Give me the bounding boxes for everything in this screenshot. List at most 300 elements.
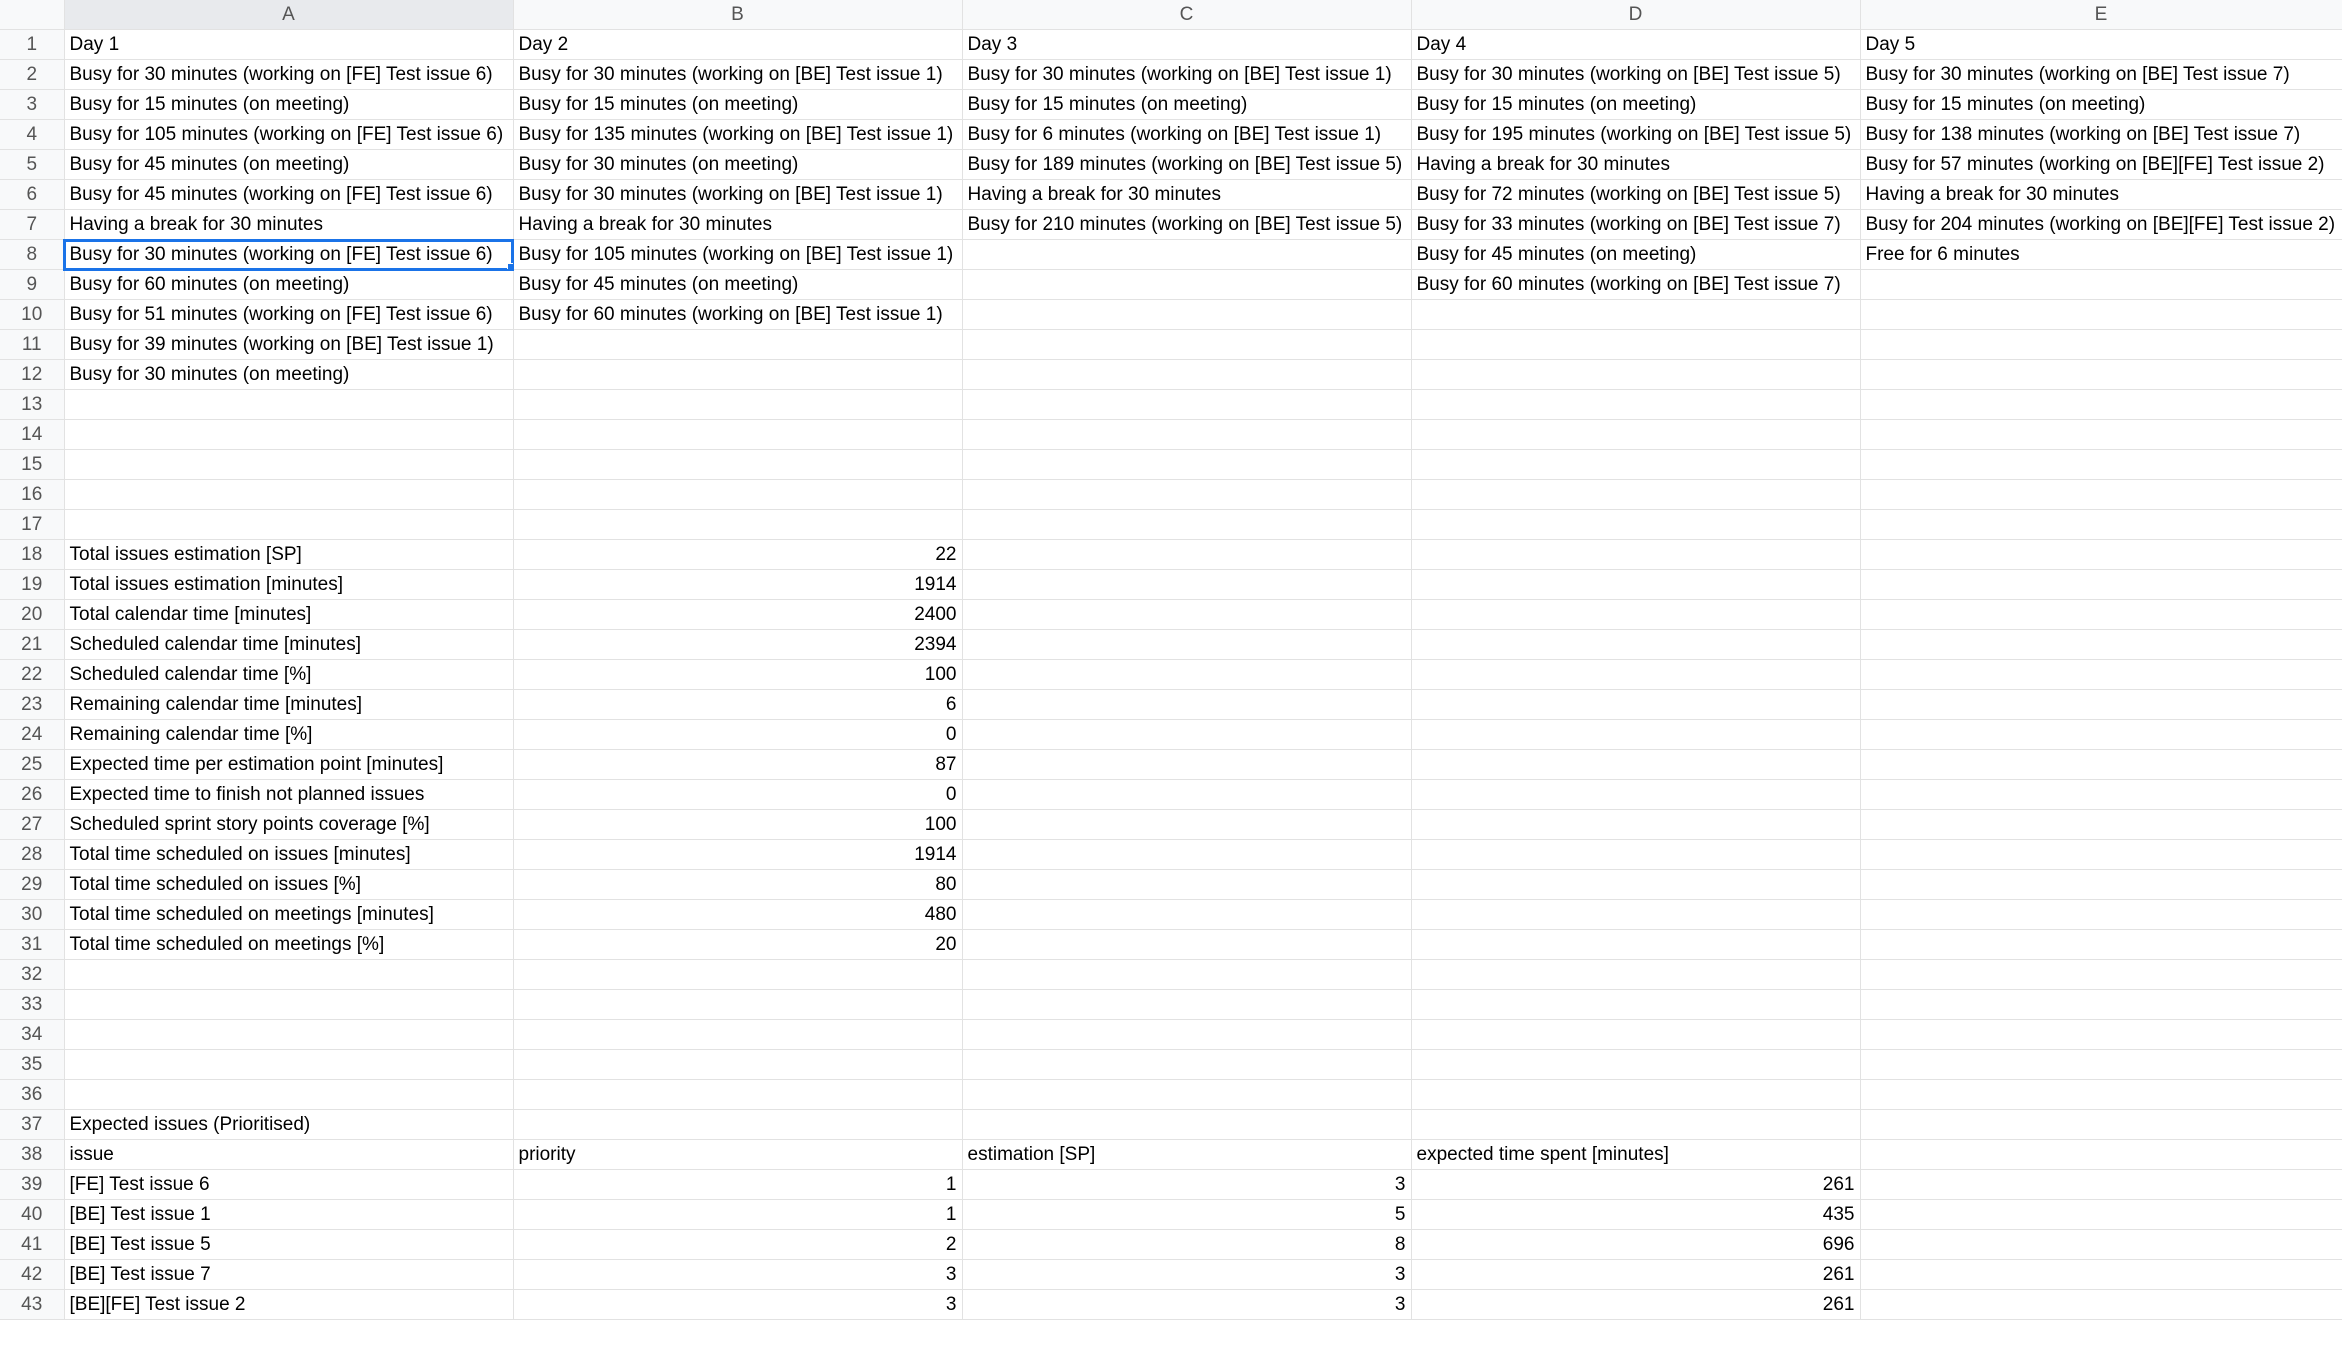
cell-a23[interactable]: Remaining calendar time [minutes]	[64, 690, 513, 720]
table-row	[0, 1170, 2342, 1200]
row-header[interactable]: 9	[0, 270, 64, 300]
cell-a39[interactable]: [FE] Test issue 6	[64, 1170, 513, 1200]
cell-e1[interactable]: Day 5	[1860, 30, 2342, 60]
table-row	[0, 900, 2342, 930]
cell-d12[interactable]	[1411, 360, 1860, 390]
table-row	[0, 30, 2342, 60]
cell-b32[interactable]	[513, 960, 962, 990]
row-header[interactable]: 8	[0, 240, 64, 270]
column-header-d[interactable]: D	[1411, 0, 1860, 30]
cell-c29[interactable]	[962, 870, 1411, 900]
column-header-a[interactable]: A	[64, 0, 513, 30]
row-header[interactable]: 40	[0, 1200, 64, 1230]
column-header-c[interactable]: C	[962, 0, 1411, 30]
row-header[interactable]: 15	[0, 450, 64, 480]
cell-e3[interactable]: Busy for 15 minutes (on meeting)	[1860, 90, 2342, 120]
cell-e29[interactable]	[1860, 870, 2342, 900]
cell-b26[interactable]: 0	[513, 780, 962, 810]
cell-e25[interactable]	[1860, 750, 2342, 780]
cell-b43[interactable]: 3	[513, 1290, 962, 1320]
cell-c8[interactable]	[962, 240, 1411, 270]
cell-b41[interactable]: 2	[513, 1230, 962, 1260]
cell-d3[interactable]: Busy for 15 minutes (on meeting)	[1411, 90, 1860, 120]
cell-a19[interactable]: Total issues estimation [minutes]	[64, 570, 513, 600]
cell-c14[interactable]	[962, 420, 1411, 450]
cell-c34[interactable]	[962, 1020, 1411, 1050]
cell-a40[interactable]: [BE] Test issue 1	[64, 1200, 513, 1230]
cell-e39[interactable]	[1860, 1170, 2342, 1200]
row-header[interactable]: 7	[0, 210, 64, 240]
cell-a22[interactable]: Scheduled calendar time [%]	[64, 660, 513, 690]
cell-e2[interactable]: Busy for 30 minutes (working on [BE] Test issue 7)	[1860, 60, 2342, 90]
cell-c39[interactable]: 3	[962, 1170, 1411, 1200]
cell-d37[interactable]	[1411, 1110, 1860, 1140]
table-row	[0, 1260, 2342, 1290]
cell-e22[interactable]	[1860, 660, 2342, 690]
cell-c3[interactable]: Busy for 15 minutes (on meeting)	[962, 90, 1411, 120]
row-header[interactable]: 37	[0, 1110, 64, 1140]
cell-e27[interactable]	[1860, 810, 2342, 840]
cell-b25[interactable]: 87	[513, 750, 962, 780]
cell-b36[interactable]	[513, 1080, 962, 1110]
cell-a4[interactable]: Busy for 105 minutes (working on [FE] Test issue 6)	[64, 120, 513, 150]
cell-a9[interactable]: Busy for 60 minutes (on meeting)	[64, 270, 513, 300]
cell-e21[interactable]	[1860, 630, 2342, 660]
cell-e9[interactable]	[1860, 270, 2342, 300]
cell-b18[interactable]: 22	[513, 540, 962, 570]
cell-d43[interactable]: 261	[1411, 1290, 1860, 1320]
cell-e14[interactable]	[1860, 420, 2342, 450]
cell-b23[interactable]: 6	[513, 690, 962, 720]
cell-a31[interactable]: Total time scheduled on meetings [%]	[64, 930, 513, 960]
row-header[interactable]: 10	[0, 300, 64, 330]
row-header[interactable]: 39	[0, 1170, 64, 1200]
cell-c37[interactable]	[962, 1110, 1411, 1140]
cell-d17[interactable]	[1411, 510, 1860, 540]
cell-b40[interactable]: 1	[513, 1200, 962, 1230]
cell-a5[interactable]: Busy for 45 minutes (on meeting)	[64, 150, 513, 180]
cell-d33[interactable]	[1411, 990, 1860, 1020]
cell-c22[interactable]	[962, 660, 1411, 690]
cell-d34[interactable]	[1411, 1020, 1860, 1050]
cell-c11[interactable]	[962, 330, 1411, 360]
cell-a27[interactable]: Scheduled sprint story points coverage [%]	[64, 810, 513, 840]
cell-a20[interactable]: Total calendar time [minutes]	[64, 600, 513, 630]
cell-c1[interactable]: Day 3	[962, 30, 1411, 60]
cell-a43[interactable]: [BE][FE] Test issue 2	[64, 1290, 513, 1320]
cell-e37[interactable]	[1860, 1110, 2342, 1140]
cell-c31[interactable]	[962, 930, 1411, 960]
row-header[interactable]: 4	[0, 120, 64, 150]
table-row	[0, 180, 2342, 210]
cell-b2[interactable]: Busy for 30 minutes (working on [BE] Test issue 1)	[513, 60, 962, 90]
cell-d1[interactable]: Day 4	[1411, 30, 1860, 60]
cell-a21[interactable]: Scheduled calendar time [minutes]	[64, 630, 513, 660]
cell-d41[interactable]: 696	[1411, 1230, 1860, 1260]
cell-c2[interactable]: Busy for 30 minutes (working on [BE] Test issue 1)	[962, 60, 1411, 90]
cell-d30[interactable]	[1411, 900, 1860, 930]
row-header[interactable]: 22	[0, 660, 64, 690]
cell-b37[interactable]	[513, 1110, 962, 1140]
grid-body	[0, 30, 2342, 1320]
cell-c5[interactable]: Busy for 189 minutes (working on [BE] Test issue 5)	[962, 150, 1411, 180]
cell-b10[interactable]: Busy for 60 minutes (working on [BE] Test issue 1)	[513, 300, 962, 330]
cell-d2[interactable]: Busy for 30 minutes (working on [BE] Test issue 5)	[1411, 60, 1860, 90]
cell-d32[interactable]	[1411, 960, 1860, 990]
row-header[interactable]: 16	[0, 480, 64, 510]
cell-b42[interactable]: 3	[513, 1260, 962, 1290]
cell-b19[interactable]: 1914	[513, 570, 962, 600]
cell-a34[interactable]	[64, 1020, 513, 1050]
cell-b17[interactable]	[513, 510, 962, 540]
cell-e43[interactable]	[1860, 1290, 2342, 1320]
cell-e35[interactable]	[1860, 1050, 2342, 1080]
row-header[interactable]: 20	[0, 600, 64, 630]
cell-d13[interactable]	[1411, 390, 1860, 420]
cell-c42[interactable]: 3	[962, 1260, 1411, 1290]
row-header[interactable]: 21	[0, 630, 64, 660]
cell-b6[interactable]: Busy for 30 minutes (working on [BE] Test issue 1)	[513, 180, 962, 210]
cell-a15[interactable]	[64, 450, 513, 480]
cell-c6[interactable]: Having a break for 30 minutes	[962, 180, 1411, 210]
cell-a42[interactable]: [BE] Test issue 7	[64, 1260, 513, 1290]
table-row	[0, 540, 2342, 570]
column-header-b[interactable]: B	[513, 0, 962, 30]
row-header[interactable]: 14	[0, 420, 64, 450]
cell-a17[interactable]	[64, 510, 513, 540]
cell-b35[interactable]	[513, 1050, 962, 1080]
cell-e32[interactable]	[1860, 960, 2342, 990]
cell-d23[interactable]	[1411, 690, 1860, 720]
cell-a33[interactable]	[64, 990, 513, 1020]
cell-b21[interactable]: 2394	[513, 630, 962, 660]
table-row	[0, 630, 2342, 660]
cell-b39[interactable]: 1	[513, 1170, 962, 1200]
row-header[interactable]: 32	[0, 960, 64, 990]
cell-c19[interactable]	[962, 570, 1411, 600]
cell-c15[interactable]	[962, 450, 1411, 480]
cell-b14[interactable]	[513, 420, 962, 450]
cell-c33[interactable]	[962, 990, 1411, 1020]
cell-d6[interactable]: Busy for 72 minutes (working on [BE] Test issue 5)	[1411, 180, 1860, 210]
cell-e28[interactable]	[1860, 840, 2342, 870]
cell-b9[interactable]: Busy for 45 minutes (on meeting)	[513, 270, 962, 300]
row-header[interactable]: 31	[0, 930, 64, 960]
cell-d42[interactable]: 261	[1411, 1260, 1860, 1290]
cell-d24[interactable]	[1411, 720, 1860, 750]
cell-c27[interactable]	[962, 810, 1411, 840]
cell-e6[interactable]: Having a break for 30 minutes	[1860, 180, 2342, 210]
cell-e26[interactable]	[1860, 780, 2342, 810]
cell-d14[interactable]	[1411, 420, 1860, 450]
cell-c43[interactable]: 3	[962, 1290, 1411, 1320]
table-row	[0, 510, 2342, 540]
cell-b11[interactable]	[513, 330, 962, 360]
cell-d10[interactable]	[1411, 300, 1860, 330]
cell-a35[interactable]	[64, 1050, 513, 1080]
cell-a37[interactable]: Expected issues (Prioritised)	[64, 1110, 513, 1140]
cell-a26[interactable]: Expected time to finish not planned issues	[64, 780, 513, 810]
cell-e10[interactable]	[1860, 300, 2342, 330]
cell-a11[interactable]: Busy for 39 minutes (working on [BE] Test issue 1)	[64, 330, 513, 360]
row-header[interactable]: 12	[0, 360, 64, 390]
table-row	[0, 1290, 2342, 1320]
row-header[interactable]: 30	[0, 900, 64, 930]
cell-b8[interactable]: Busy for 105 minutes (working on [BE] Test issue 1)	[513, 240, 962, 270]
cell-c35[interactable]	[962, 1050, 1411, 1080]
cell-d29[interactable]	[1411, 870, 1860, 900]
cell-e31[interactable]	[1860, 930, 2342, 960]
table-row	[0, 360, 2342, 390]
table-row	[0, 690, 2342, 720]
cell-a32[interactable]	[64, 960, 513, 990]
cell-a7[interactable]: Having a break for 30 minutes	[64, 210, 513, 240]
cell-d39[interactable]: 261	[1411, 1170, 1860, 1200]
cell-c40[interactable]: 5	[962, 1200, 1411, 1230]
row-header[interactable]: 5	[0, 150, 64, 180]
cell-d22[interactable]	[1411, 660, 1860, 690]
cell-e40[interactable]	[1860, 1200, 2342, 1230]
row-header[interactable]: 6	[0, 180, 64, 210]
row-header[interactable]: 42	[0, 1260, 64, 1290]
cell-d15[interactable]	[1411, 450, 1860, 480]
table-row	[0, 330, 2342, 360]
row-header[interactable]: 28	[0, 840, 64, 870]
row-header[interactable]: 41	[0, 1230, 64, 1260]
cell-c18[interactable]	[962, 540, 1411, 570]
cell-c21[interactable]	[962, 630, 1411, 660]
row-header[interactable]: 23	[0, 690, 64, 720]
cell-a25[interactable]: Expected time per estimation point [minutes]	[64, 750, 513, 780]
cell-b24[interactable]: 0	[513, 720, 962, 750]
table-row	[0, 1110, 2342, 1140]
cell-c12[interactable]	[962, 360, 1411, 390]
table-row	[0, 90, 2342, 120]
table-row	[0, 1200, 2342, 1230]
cell-a14[interactable]	[64, 420, 513, 450]
cell-d19[interactable]	[1411, 570, 1860, 600]
cell-d4[interactable]: Busy for 195 minutes (working on [BE] Test issue 5)	[1411, 120, 1860, 150]
cell-c36[interactable]	[962, 1080, 1411, 1110]
cell-d9[interactable]: Busy for 60 minutes (working on [BE] Test issue 7)	[1411, 270, 1860, 300]
cell-c28[interactable]	[962, 840, 1411, 870]
cell-b22[interactable]: 100	[513, 660, 962, 690]
cell-d27[interactable]	[1411, 810, 1860, 840]
cell-a29[interactable]: Total time scheduled on issues [%]	[64, 870, 513, 900]
cell-b13[interactable]	[513, 390, 962, 420]
cell-e11[interactable]	[1860, 330, 2342, 360]
cell-d11[interactable]	[1411, 330, 1860, 360]
cell-a38[interactable]: issue	[64, 1140, 513, 1170]
row-header[interactable]: 33	[0, 990, 64, 1020]
table-row	[0, 600, 2342, 630]
cell-c23[interactable]	[962, 690, 1411, 720]
cell-e7[interactable]: Busy for 204 minutes (working on [BE][FE] Test issue 2)	[1860, 210, 2342, 240]
table-row	[0, 1050, 2342, 1080]
cell-e17[interactable]	[1860, 510, 2342, 540]
cell-c30[interactable]	[962, 900, 1411, 930]
row-header[interactable]: 34	[0, 1020, 64, 1050]
table-row	[0, 120, 2342, 150]
row-header[interactable]: 18	[0, 540, 64, 570]
cell-c26[interactable]	[962, 780, 1411, 810]
row-header[interactable]: 27	[0, 810, 64, 840]
cell-e8[interactable]: Free for 6 minutes	[1860, 240, 2342, 270]
cell-a3[interactable]: Busy for 15 minutes (on meeting)	[64, 90, 513, 120]
table-row	[0, 480, 2342, 510]
cell-b4[interactable]: Busy for 135 minutes (working on [BE] Test issue 1)	[513, 120, 962, 150]
cell-a41[interactable]: [BE] Test issue 5	[64, 1230, 513, 1260]
cell-e19[interactable]	[1860, 570, 2342, 600]
cell-d8[interactable]: Busy for 45 minutes (on meeting)	[1411, 240, 1860, 270]
cell-e33[interactable]	[1860, 990, 2342, 1020]
row-header[interactable]: 13	[0, 390, 64, 420]
cell-a36[interactable]	[64, 1080, 513, 1110]
cell-a28[interactable]: Total time scheduled on issues [minutes]	[64, 840, 513, 870]
cell-e38[interactable]	[1860, 1140, 2342, 1170]
row-header[interactable]: 17	[0, 510, 64, 540]
active-cell-a8[interactable]: Busy for 30 minutes (working on [FE] Test issue 6)	[64, 240, 513, 270]
cell-a30[interactable]: Total time scheduled on meetings [minutes]	[64, 900, 513, 930]
cell-e15[interactable]	[1860, 450, 2342, 480]
row-header[interactable]: 25	[0, 750, 64, 780]
cell-b20[interactable]: 2400	[513, 600, 962, 630]
cell-b3[interactable]: Busy for 15 minutes (on meeting)	[513, 90, 962, 120]
cell-c10[interactable]	[962, 300, 1411, 330]
cell-e20[interactable]	[1860, 600, 2342, 630]
cell-b15[interactable]	[513, 450, 962, 480]
cell-b28[interactable]: 1914	[513, 840, 962, 870]
cell-e34[interactable]	[1860, 1020, 2342, 1050]
cell-e4[interactable]: Busy for 138 minutes (working on [BE] Test issue 7)	[1860, 120, 2342, 150]
cell-a12[interactable]: Busy for 30 minutes (on meeting)	[64, 360, 513, 390]
cell-e41[interactable]	[1860, 1230, 2342, 1260]
row-header[interactable]: 26	[0, 780, 64, 810]
cell-c24[interactable]	[962, 720, 1411, 750]
table-row	[0, 570, 2342, 600]
table-row	[0, 930, 2342, 960]
table-row	[0, 840, 2342, 870]
table-row	[0, 210, 2342, 240]
cell-a1[interactable]: Day 1	[64, 30, 513, 60]
cell-d26[interactable]	[1411, 780, 1860, 810]
cell-d31[interactable]	[1411, 930, 1860, 960]
row-header[interactable]: 24	[0, 720, 64, 750]
cell-e36[interactable]	[1860, 1080, 2342, 1110]
cell-a2[interactable]: Busy for 30 minutes (working on [FE] Test issue 6)	[64, 60, 513, 90]
row-header[interactable]: 11	[0, 330, 64, 360]
table-row	[0, 960, 2342, 990]
cell-d35[interactable]	[1411, 1050, 1860, 1080]
cell-b12[interactable]	[513, 360, 962, 390]
cell-c4[interactable]: Busy for 6 minutes (working on [BE] Test issue 1)	[962, 120, 1411, 150]
cell-c13[interactable]	[962, 390, 1411, 420]
cell-d40[interactable]: 435	[1411, 1200, 1860, 1230]
cell-c41[interactable]: 8	[962, 1230, 1411, 1260]
cell-d21[interactable]	[1411, 630, 1860, 660]
cell-c38[interactable]: estimation [SP]	[962, 1140, 1411, 1170]
select-all-corner[interactable]	[0, 0, 64, 30]
cell-b33[interactable]	[513, 990, 962, 1020]
cell-c20[interactable]	[962, 600, 1411, 630]
table-row	[0, 1080, 2342, 1110]
cell-b31[interactable]: 20	[513, 930, 962, 960]
cell-d38[interactable]: expected time spent [minutes]	[1411, 1140, 1860, 1170]
cell-b5[interactable]: Busy for 30 minutes (on meeting)	[513, 150, 962, 180]
cell-b38[interactable]: priority	[513, 1140, 962, 1170]
cell-a24[interactable]: Remaining calendar time [%]	[64, 720, 513, 750]
column-header-e[interactable]: E	[1860, 0, 2342, 30]
cell-e18[interactable]	[1860, 540, 2342, 570]
cell-a10[interactable]: Busy for 51 minutes (working on [FE] Test issue 6)	[64, 300, 513, 330]
cell-e42[interactable]	[1860, 1260, 2342, 1290]
cell-d16[interactable]	[1411, 480, 1860, 510]
row-header[interactable]: 1	[0, 30, 64, 60]
row-header[interactable]: 3	[0, 90, 64, 120]
cell-d25[interactable]	[1411, 750, 1860, 780]
table-row	[0, 240, 2342, 270]
cell-d18[interactable]	[1411, 540, 1860, 570]
cell-d36[interactable]	[1411, 1080, 1860, 1110]
cell-b1[interactable]: Day 2	[513, 30, 962, 60]
table-row	[0, 390, 2342, 420]
cell-e23[interactable]	[1860, 690, 2342, 720]
cell-e13[interactable]	[1860, 390, 2342, 420]
table-row	[0, 720, 2342, 750]
cell-c16[interactable]	[962, 480, 1411, 510]
cell-c9[interactable]	[962, 270, 1411, 300]
cell-d20[interactable]	[1411, 600, 1860, 630]
table-row	[0, 1020, 2342, 1050]
cell-c7[interactable]: Busy for 210 minutes (working on [BE] Test issue 5)	[962, 210, 1411, 240]
row-header[interactable]: 38	[0, 1140, 64, 1170]
cell-a13[interactable]	[64, 390, 513, 420]
row-header[interactable]: 36	[0, 1080, 64, 1110]
table-row	[0, 60, 2342, 90]
cell-e30[interactable]	[1860, 900, 2342, 930]
cell-e5[interactable]: Busy for 57 minutes (working on [BE][FE] Test issue 2)	[1860, 150, 2342, 180]
row-header[interactable]: 2	[0, 60, 64, 90]
column-header-row	[0, 0, 2342, 30]
cell-e24[interactable]	[1860, 720, 2342, 750]
cell-d5[interactable]: Having a break for 30 minutes	[1411, 150, 1860, 180]
cell-c17[interactable]	[962, 510, 1411, 540]
cell-b30[interactable]: 480	[513, 900, 962, 930]
table-row	[0, 150, 2342, 180]
row-header[interactable]: 35	[0, 1050, 64, 1080]
cell-b7[interactable]: Having a break for 30 minutes	[513, 210, 962, 240]
cell-a18[interactable]: Total issues estimation [SP]	[64, 540, 513, 570]
table-row	[0, 990, 2342, 1020]
cell-d7[interactable]: Busy for 33 minutes (working on [BE] Test issue 7)	[1411, 210, 1860, 240]
cell-d28[interactable]	[1411, 840, 1860, 870]
cell-c25[interactable]	[962, 750, 1411, 780]
cell-a6[interactable]: Busy for 45 minutes (working on [FE] Test issue 6)	[64, 180, 513, 210]
table-row	[0, 420, 2342, 450]
cell-b27[interactable]: 100	[513, 810, 962, 840]
cell-b29[interactable]: 80	[513, 870, 962, 900]
cell-a16[interactable]	[64, 480, 513, 510]
cell-b34[interactable]	[513, 1020, 962, 1050]
cell-e16[interactable]	[1860, 480, 2342, 510]
cell-e12[interactable]	[1860, 360, 2342, 390]
table-row	[0, 780, 2342, 810]
row-header[interactable]: 19	[0, 570, 64, 600]
cell-c32[interactable]	[962, 960, 1411, 990]
row-header[interactable]: 29	[0, 870, 64, 900]
row-header[interactable]: 43	[0, 1290, 64, 1320]
cell-b16[interactable]	[513, 480, 962, 510]
